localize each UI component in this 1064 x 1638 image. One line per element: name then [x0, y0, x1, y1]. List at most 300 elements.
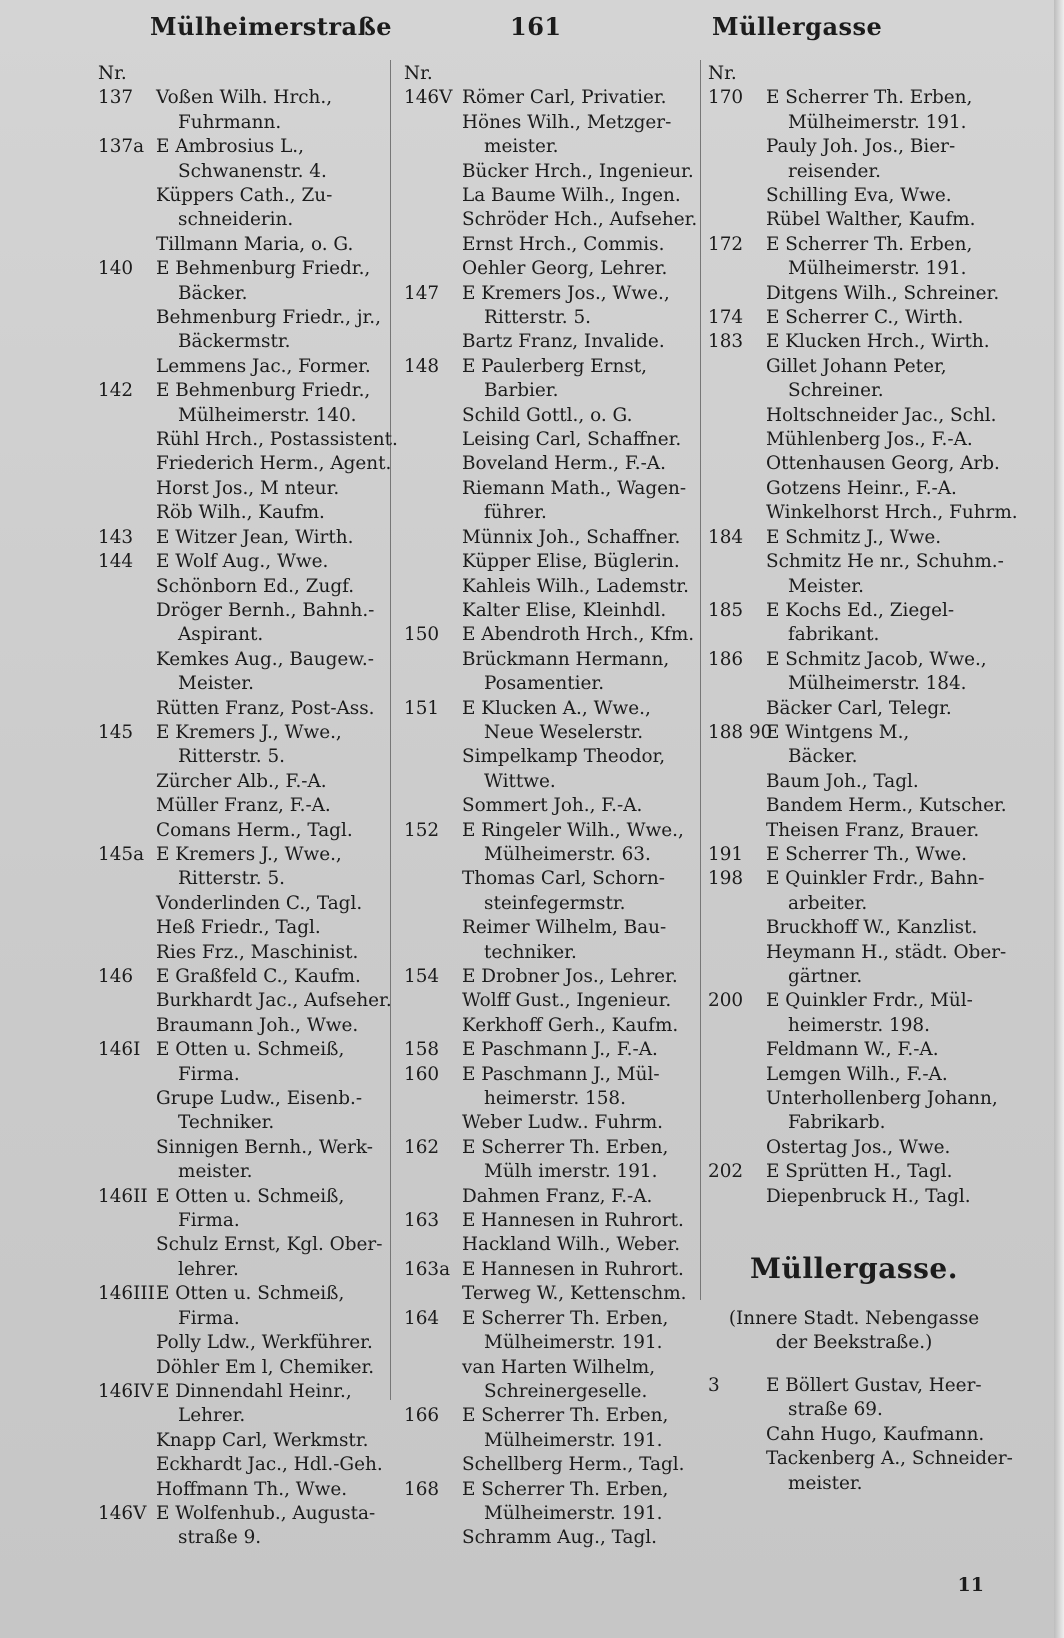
page-edge	[1054, 0, 1064, 1638]
directory-entry	[708, 428, 1000, 452]
entry-line: Heymann H., städt. Ober-	[766, 941, 1007, 963]
directory-entry	[98, 1038, 396, 1087]
directory-entry	[708, 208, 1000, 232]
entry-line: Schramm Aug., Tagl.	[462, 1527, 657, 1549]
directory-entry	[708, 794, 1007, 818]
directory-entry	[98, 1014, 396, 1038]
entry-line: Bandem Herm., Kutscher.	[766, 795, 1007, 817]
section-title: Müllergasse.	[749, 1252, 958, 1286]
directory-entry	[98, 916, 396, 940]
entry-line: Horst Jos., M nteur.	[156, 477, 340, 499]
directory-entry	[404, 477, 698, 526]
directory-entry	[404, 1526, 698, 1550]
entry-line: Sommert Joh., F.-A.	[462, 795, 643, 817]
house-number: 166	[404, 1405, 440, 1427]
entry-line: Diepenbruck H., Tagl.	[766, 1185, 971, 1207]
house-number: 146IV	[98, 1380, 154, 1402]
directory-entry	[708, 1447, 1013, 1496]
entry-continuation: Wittwe.	[484, 770, 556, 792]
entry-line: Mühlenberg Jos., F.-A.	[766, 429, 973, 451]
house-number: 151	[404, 697, 440, 719]
entry-line: E Böllert Gustav, Heer-	[766, 1374, 982, 1396]
entry-line: Wolff Gust., Ingenieur.	[462, 990, 672, 1012]
directory-entry	[708, 404, 1000, 428]
house-number: 142	[98, 380, 134, 402]
directory-entry	[98, 452, 396, 476]
house-number: 152	[404, 819, 440, 841]
spacer	[708, 1289, 1000, 1307]
directory-entry	[98, 965, 396, 989]
entry-continuation: straße 69.	[788, 1399, 883, 1421]
directory-entry	[98, 1502, 396, 1551]
entry-line: E Kremers Jos., Wwe.,	[462, 282, 670, 304]
directory-entry	[98, 648, 396, 697]
directory-entry	[708, 721, 1000, 770]
entry-line: E Hannesen in Ruhrort.	[462, 1258, 684, 1280]
directory-entry	[98, 428, 396, 452]
house-number: 158	[404, 1039, 440, 1061]
entry-line: Terweg W., Kettenschm.	[462, 1283, 687, 1305]
entry-continuation: Techniker.	[178, 1112, 275, 1134]
entry-continuation: Posamentier.	[484, 673, 605, 695]
directory-entry	[708, 843, 1000, 867]
entry-line: Simpelkamp Theodor,	[462, 746, 666, 768]
house-number: 144	[98, 551, 134, 573]
entry-continuation: Mülheimerstr. 191.	[788, 111, 967, 133]
entry-line: Lemmens Jac., Former.	[156, 355, 371, 377]
directory-entry	[708, 989, 1000, 1038]
entry-line: E Scherrer C., Wirth.	[766, 307, 964, 329]
directory-entry	[708, 1160, 1000, 1184]
entry-continuation: Mülheimerstr. 191.	[788, 258, 967, 280]
directory-entry	[98, 941, 396, 965]
entry-continuation: Meister.	[178, 673, 254, 695]
entry-line: van Harten Wilhelm,	[462, 1356, 656, 1378]
house-number: 145	[98, 721, 134, 743]
house-number: 202	[708, 1161, 744, 1183]
entry-line: Tillmann Maria, o. G.	[156, 233, 354, 255]
entry-continuation: reisender.	[788, 160, 881, 182]
entry-line: E Otten u. Schmeiß,	[156, 1283, 345, 1305]
entry-line: Oehler Georg, Lehrer.	[462, 258, 668, 280]
directory-entry	[98, 550, 396, 574]
entry-line: Ries Frz., Maschinist.	[156, 941, 359, 963]
house-number: 183	[708, 331, 744, 353]
house-number: 146V	[98, 1502, 147, 1524]
directory-entry	[708, 1136, 1000, 1160]
entry-line: Theisen Franz, Brauer.	[766, 819, 980, 841]
directory-entry	[404, 697, 698, 746]
entry-line: Behmenburg Friedr., jr.,	[156, 307, 381, 329]
entry-continuation: Firma.	[178, 1307, 240, 1329]
house-number: 150	[404, 624, 440, 646]
directory-entry	[98, 1453, 396, 1477]
entry-line: E Klucken Hrch., Wirth.	[766, 331, 990, 353]
directory-entry	[98, 477, 396, 501]
entry-line: Döhler Em l, Chemiker.	[156, 1356, 375, 1378]
entry-continuation: Mülheimerstr. 191.	[484, 1332, 663, 1354]
directory-entry	[98, 843, 396, 892]
house-number: 146I	[98, 1039, 141, 1061]
directory-entry	[98, 501, 396, 525]
directory-entry	[98, 306, 396, 355]
directory-entry	[404, 1356, 698, 1405]
entry-line: Schilling Eva, Wwe.	[766, 185, 952, 207]
entry-line: Feldmann W., F.-A.	[766, 1039, 939, 1061]
entry-line: Comans Herm., Tagl.	[156, 819, 353, 841]
entry-line: Schulz Ernst, Kgl. Ober-	[156, 1234, 383, 1256]
signature-mark: 11	[957, 1574, 984, 1596]
entry-continuation: Aspirant.	[178, 624, 264, 646]
entry-continuation: meister.	[788, 1472, 863, 1494]
entry-line: Kahleis Wilh., Lademstr.	[462, 575, 689, 597]
column-2	[404, 62, 698, 1551]
nr-column-header: Nr.	[708, 63, 737, 84]
directory-entry	[404, 233, 698, 257]
entry-continuation: Mülheimerstr. 63.	[484, 843, 651, 865]
entry-line: E Abendroth Hrch., Kfm.	[462, 624, 695, 646]
house-number: 200	[708, 990, 744, 1012]
directory-entry	[708, 599, 1000, 648]
entry-continuation: schneiderin.	[178, 209, 294, 231]
directory-entry	[404, 111, 698, 160]
house-number: 146	[98, 966, 134, 988]
directory-entry	[98, 526, 396, 550]
directory-entry	[708, 1063, 1000, 1087]
directory-entry	[708, 819, 1000, 843]
entry-line: Müller Franz, F.-A.	[156, 795, 331, 817]
entry-line: E Wintgens M.,	[766, 721, 910, 743]
entry-continuation: Mülh imerstr. 191.	[484, 1161, 658, 1183]
house-number: 170	[708, 87, 744, 109]
entry-line: Bäcker Carl, Telegr.	[766, 697, 952, 719]
entry-line: La Baume Wilh., Ingen.	[462, 185, 681, 207]
directory-entry	[404, 648, 698, 697]
directory-entry	[708, 770, 1000, 794]
entry-line: Weber Ludw.. Fuhrm.	[462, 1112, 664, 1134]
nr-column-header: Nr.	[404, 63, 433, 84]
entry-line: E Otten u. Schmeiß,	[156, 1185, 345, 1207]
entry-line: Zürcher Alb., F.-A.	[156, 770, 327, 792]
house-number: 140	[98, 258, 134, 280]
entry-line: Burkhardt Jac., Aufseher.	[156, 990, 392, 1012]
entry-line: Küppers Cath., Zu-	[156, 185, 333, 207]
directory-entry	[98, 1380, 396, 1429]
entry-line: E Hannesen in Ruhrort.	[462, 1210, 684, 1232]
directory-entry	[98, 989, 396, 1013]
column-rule	[700, 60, 701, 1300]
directory-entry	[708, 135, 1000, 184]
entry-line: Ditgens Wilh., Schreiner.	[766, 282, 1000, 304]
entry-continuation: techniker.	[484, 941, 577, 963]
house-number: 143	[98, 526, 134, 548]
entry-line: E Scherrer Th. Erben,	[462, 1405, 669, 1427]
directory-entry	[708, 330, 1000, 354]
entry-continuation: Bäckermstr.	[178, 331, 291, 353]
house-number: 146III	[98, 1283, 155, 1305]
directory-entry	[98, 1331, 396, 1355]
directory-entry	[708, 526, 1000, 550]
directory-entry	[404, 1185, 698, 1209]
entry-continuation: gärtner.	[788, 966, 863, 988]
entry-line: Vonderlinden C., Tagl.	[156, 892, 363, 914]
entry-continuation: Bäcker.	[178, 282, 248, 304]
directory-entry	[404, 1038, 698, 1062]
directory-entry	[708, 477, 1000, 501]
entry-line: E Otten u. Schmeiß,	[156, 1039, 345, 1061]
directory-entry	[404, 1136, 698, 1185]
directory-entry	[708, 233, 1000, 282]
entry-continuation: Schreinergeselle.	[484, 1380, 648, 1402]
entry-continuation: Fabrikarb.	[788, 1112, 886, 1134]
directory-entry	[404, 989, 698, 1013]
directory-entry	[708, 1423, 1000, 1447]
entry-line: E Scherrer Th. Erben,	[766, 87, 973, 109]
entry-continuation: steinfegermstr.	[484, 892, 626, 914]
directory-entry	[708, 452, 1000, 476]
running-head-right: Müllergasse	[712, 12, 883, 41]
entry-line: Reimer Wilhelm, Bau-	[462, 917, 667, 939]
entry-line: Rütten Franz, Post-Ass.	[156, 697, 375, 719]
directory-entry	[98, 379, 396, 428]
directory-entry	[404, 1404, 698, 1453]
house-number: 162	[404, 1136, 440, 1158]
house-number: 154	[404, 966, 440, 988]
directory-entry	[404, 1111, 698, 1135]
entry-continuation: Ritterstr. 5.	[484, 307, 592, 329]
entry-line: E Scherrer Th. Erben,	[766, 233, 973, 255]
entry-continuation: Mülheimerstr. 191.	[484, 1429, 663, 1451]
house-number: 137a	[98, 136, 145, 158]
entry-continuation: meister.	[484, 136, 559, 158]
house-number: 186	[708, 648, 744, 670]
directory-entry	[98, 1282, 396, 1331]
house-number: 3	[708, 1374, 720, 1396]
directory-entry	[404, 1014, 698, 1038]
directory-entry	[404, 623, 698, 647]
entry-line: Riemann Math., Wagen-	[462, 477, 687, 499]
directory-entry	[708, 306, 1000, 330]
entry-continuation: heimerstr. 158.	[484, 1088, 626, 1110]
column-1	[98, 62, 396, 1551]
entry-line: E Witzer Jean, Wirth.	[156, 526, 354, 548]
entry-line: E Scherrer Th. Erben,	[462, 1307, 669, 1329]
directory-entry	[708, 648, 1000, 697]
directory-entry	[708, 282, 1000, 306]
directory-entry	[708, 184, 1000, 208]
entry-line: Unterhollenberg Johann,	[766, 1088, 998, 1110]
entry-line: Voßen Wilh. Hrch.,	[156, 87, 333, 109]
directory-entry	[98, 257, 396, 306]
entry-continuation: Fuhrmann.	[178, 111, 282, 133]
directory-entry	[404, 819, 698, 868]
entry-line: Hönes Wilh., Metzger-	[462, 111, 672, 133]
directory-entry	[98, 892, 396, 916]
entry-line: Schmitz He nr., Schuhm.-	[766, 551, 1004, 573]
entry-line: Polly Ldw., Werkführer.	[156, 1332, 373, 1354]
directory-entry	[404, 965, 698, 989]
directory-entry	[98, 794, 396, 818]
directory-entry	[98, 1233, 396, 1282]
house-number: 148	[404, 355, 440, 377]
entry-line: Brückmann Hermann,	[462, 648, 670, 670]
entry-line: Ernst Hrch., Commis.	[462, 233, 665, 255]
entry-continuation: lehrer.	[178, 1258, 239, 1280]
entry-continuation: Mülheimerstr. 184.	[788, 673, 967, 695]
entry-line: Schellberg Herm., Tagl.	[462, 1454, 685, 1476]
entry-line: Lemgen Wilh., F.-A.	[766, 1063, 948, 1085]
entry-line: E Klucken A., Wwe.,	[462, 697, 651, 719]
directory-entry	[98, 1185, 396, 1234]
directory-entry	[98, 1087, 396, 1136]
directory-entry	[98, 1356, 396, 1380]
entry-continuation: Meister.	[788, 575, 864, 597]
entry-continuation: Barbier.	[484, 380, 559, 402]
house-number: 137	[98, 87, 134, 109]
entry-line: Boveland Herm., F.-A.	[462, 453, 666, 475]
house-number: 163a	[404, 1258, 451, 1280]
entry-line: Sinnigen Bernh., Werk-	[156, 1136, 373, 1158]
entry-line: E Scherrer Th. Erben,	[462, 1136, 669, 1158]
entry-continuation: Schwanenstr. 4.	[178, 160, 327, 182]
spacer	[708, 1209, 1000, 1249]
directory-entry	[404, 1453, 698, 1477]
directory-entry	[708, 1185, 1000, 1209]
directory-entry	[404, 1282, 698, 1306]
directory-entry	[708, 916, 1000, 940]
entry-continuation: Ritterstr. 5.	[178, 868, 286, 890]
entry-line: Bartz Franz, Invalide.	[462, 331, 665, 353]
entry-line: Schröder Hch., Aufseher.	[462, 209, 698, 231]
entry-continuation: fabrikant.	[788, 624, 880, 646]
directory-entry	[404, 867, 698, 916]
entry-line: Thomas Carl, Schorn-	[462, 868, 665, 890]
directory-entry	[404, 1307, 698, 1356]
entry-line: E Wolf Aug., Wwe.	[156, 551, 329, 573]
directory-entry	[98, 184, 396, 233]
spacer	[708, 1356, 1000, 1374]
directory-entry	[98, 575, 396, 599]
directory-entry	[98, 819, 396, 843]
directory-entry	[98, 721, 396, 770]
entry-line: E Scherrer Th. Erben,	[462, 1478, 669, 1500]
directory-entry	[708, 501, 1018, 525]
house-number: 184	[708, 526, 744, 548]
directory-entry	[404, 526, 698, 550]
directory-entry	[404, 208, 698, 232]
directory-entry	[708, 867, 1000, 916]
entry-line: Baum Joh., Tagl.	[766, 770, 919, 792]
house-number: 191	[708, 843, 744, 865]
entry-line: E Kremers J., Wwe.,	[156, 721, 342, 743]
directory-entry	[708, 355, 1000, 404]
entry-line: E Paulerberg Ernst,	[462, 355, 647, 377]
directory-entry	[98, 86, 396, 135]
entry-line: E Paschmann J., F.-A.	[462, 1039, 658, 1061]
entry-line: Schild Gottl., o. G.	[462, 404, 633, 426]
entry-line: Römer Carl, Privatier.	[462, 87, 667, 109]
entry-line: Kerkhoff Gerh., Kaufm.	[462, 1014, 679, 1036]
entry-line: Leising Carl, Schaffner.	[462, 429, 682, 451]
entry-line: Münnix Joh., Schaffner.	[462, 526, 681, 548]
section-subtitle: der Beekstraße.)	[775, 1332, 933, 1354]
directory-entry	[404, 428, 698, 452]
house-number: 185	[708, 599, 744, 621]
entry-continuation: Neue Weselerstr.	[484, 721, 644, 743]
entry-line: E Quinkler Frdr., Mül-	[766, 990, 973, 1012]
directory-entry	[708, 941, 1007, 990]
entry-line: E Sprütten H., Tagl.	[766, 1161, 953, 1183]
house-number: 146V	[404, 87, 453, 109]
entry-line: E Wolfenhub., Augusta-	[156, 1502, 376, 1524]
directory-entry	[404, 184, 698, 208]
directory-entry	[404, 1063, 698, 1112]
entry-line: E Kremers J., Wwe.,	[156, 843, 342, 865]
entry-line: E Quinkler Frdr., Bahn-	[766, 868, 985, 890]
entry-continuation: Mülheimerstr. 191.	[484, 1502, 663, 1524]
page-number: 161	[510, 12, 562, 41]
entry-line: Bücker Hrch., Ingenieur.	[462, 160, 694, 182]
entry-line: Kemkes Aug., Baugew.-	[156, 648, 374, 670]
entry-continuation: Bäcker.	[788, 746, 858, 768]
entry-line: Eckhardt Jac., Hdl.-Geh.	[156, 1454, 383, 1476]
directory-entry	[98, 355, 396, 379]
entry-continuation: Lehrer.	[178, 1405, 246, 1427]
entry-line: Cahn Hugo, Kaufmann.	[766, 1423, 985, 1445]
directory-entry	[708, 86, 1000, 135]
entry-continuation: Ritterstr. 5.	[178, 746, 286, 768]
entry-line: E Behmenburg Friedr.,	[156, 258, 371, 280]
running-head-left: Mülheimerstraße	[150, 12, 393, 41]
house-number: 174	[708, 307, 744, 329]
entry-line: Tackenberg A., Schneider-	[766, 1448, 1013, 1470]
directory-entry	[404, 355, 698, 404]
house-number: 146II	[98, 1185, 148, 1207]
entry-line: E Schmitz J., Wwe.	[766, 526, 942, 548]
entry-line: Pauly Joh. Jos., Bier-	[766, 136, 956, 158]
house-number: 147	[404, 282, 440, 304]
entry-continuation: straße 9.	[178, 1527, 262, 1549]
entry-line: Rübel Walther, Kaufm.	[766, 209, 976, 231]
entry-line: Küpper Elise, Büglerin.	[462, 551, 680, 573]
directory-entry	[404, 794, 698, 818]
entry-continuation: Mülheimerstr. 140.	[178, 404, 357, 426]
nr-column-header: Nr.	[98, 63, 127, 84]
entry-line: Dröger Bernh., Bahnh.-	[156, 599, 375, 621]
entry-line: Braumann Joh., Wwe.	[156, 1014, 359, 1036]
entry-line: E Ambrosius L.,	[156, 136, 304, 158]
house-number: 172	[708, 233, 744, 255]
entry-continuation: Schreiner.	[788, 380, 884, 402]
directory-entry	[98, 1136, 396, 1185]
house-number: 164	[404, 1307, 440, 1329]
entry-line: Ottenhausen Georg, Arb.	[766, 453, 1000, 475]
entry-line: Dahmen Franz, F.-A.	[462, 1185, 653, 1207]
directory-entry	[708, 1374, 1000, 1423]
entry-line: Kalter Elise, Kleinhdl.	[462, 599, 667, 621]
entry-line: Knapp Carl, Werkmstr.	[156, 1429, 369, 1451]
house-number: 163	[404, 1210, 440, 1232]
directory-entry	[404, 599, 698, 623]
entry-continuation: Firma.	[178, 1210, 240, 1232]
directory-entry	[404, 452, 698, 476]
entry-continuation: arbeiter.	[788, 892, 868, 914]
entry-line: Rühl Hrch., Postassistent.	[156, 429, 398, 451]
house-number: 145a	[98, 843, 145, 865]
directory-entry	[404, 745, 698, 794]
entry-line: E Schmitz Jacob, Wwe.,	[766, 648, 987, 670]
directory-entry	[404, 550, 698, 574]
